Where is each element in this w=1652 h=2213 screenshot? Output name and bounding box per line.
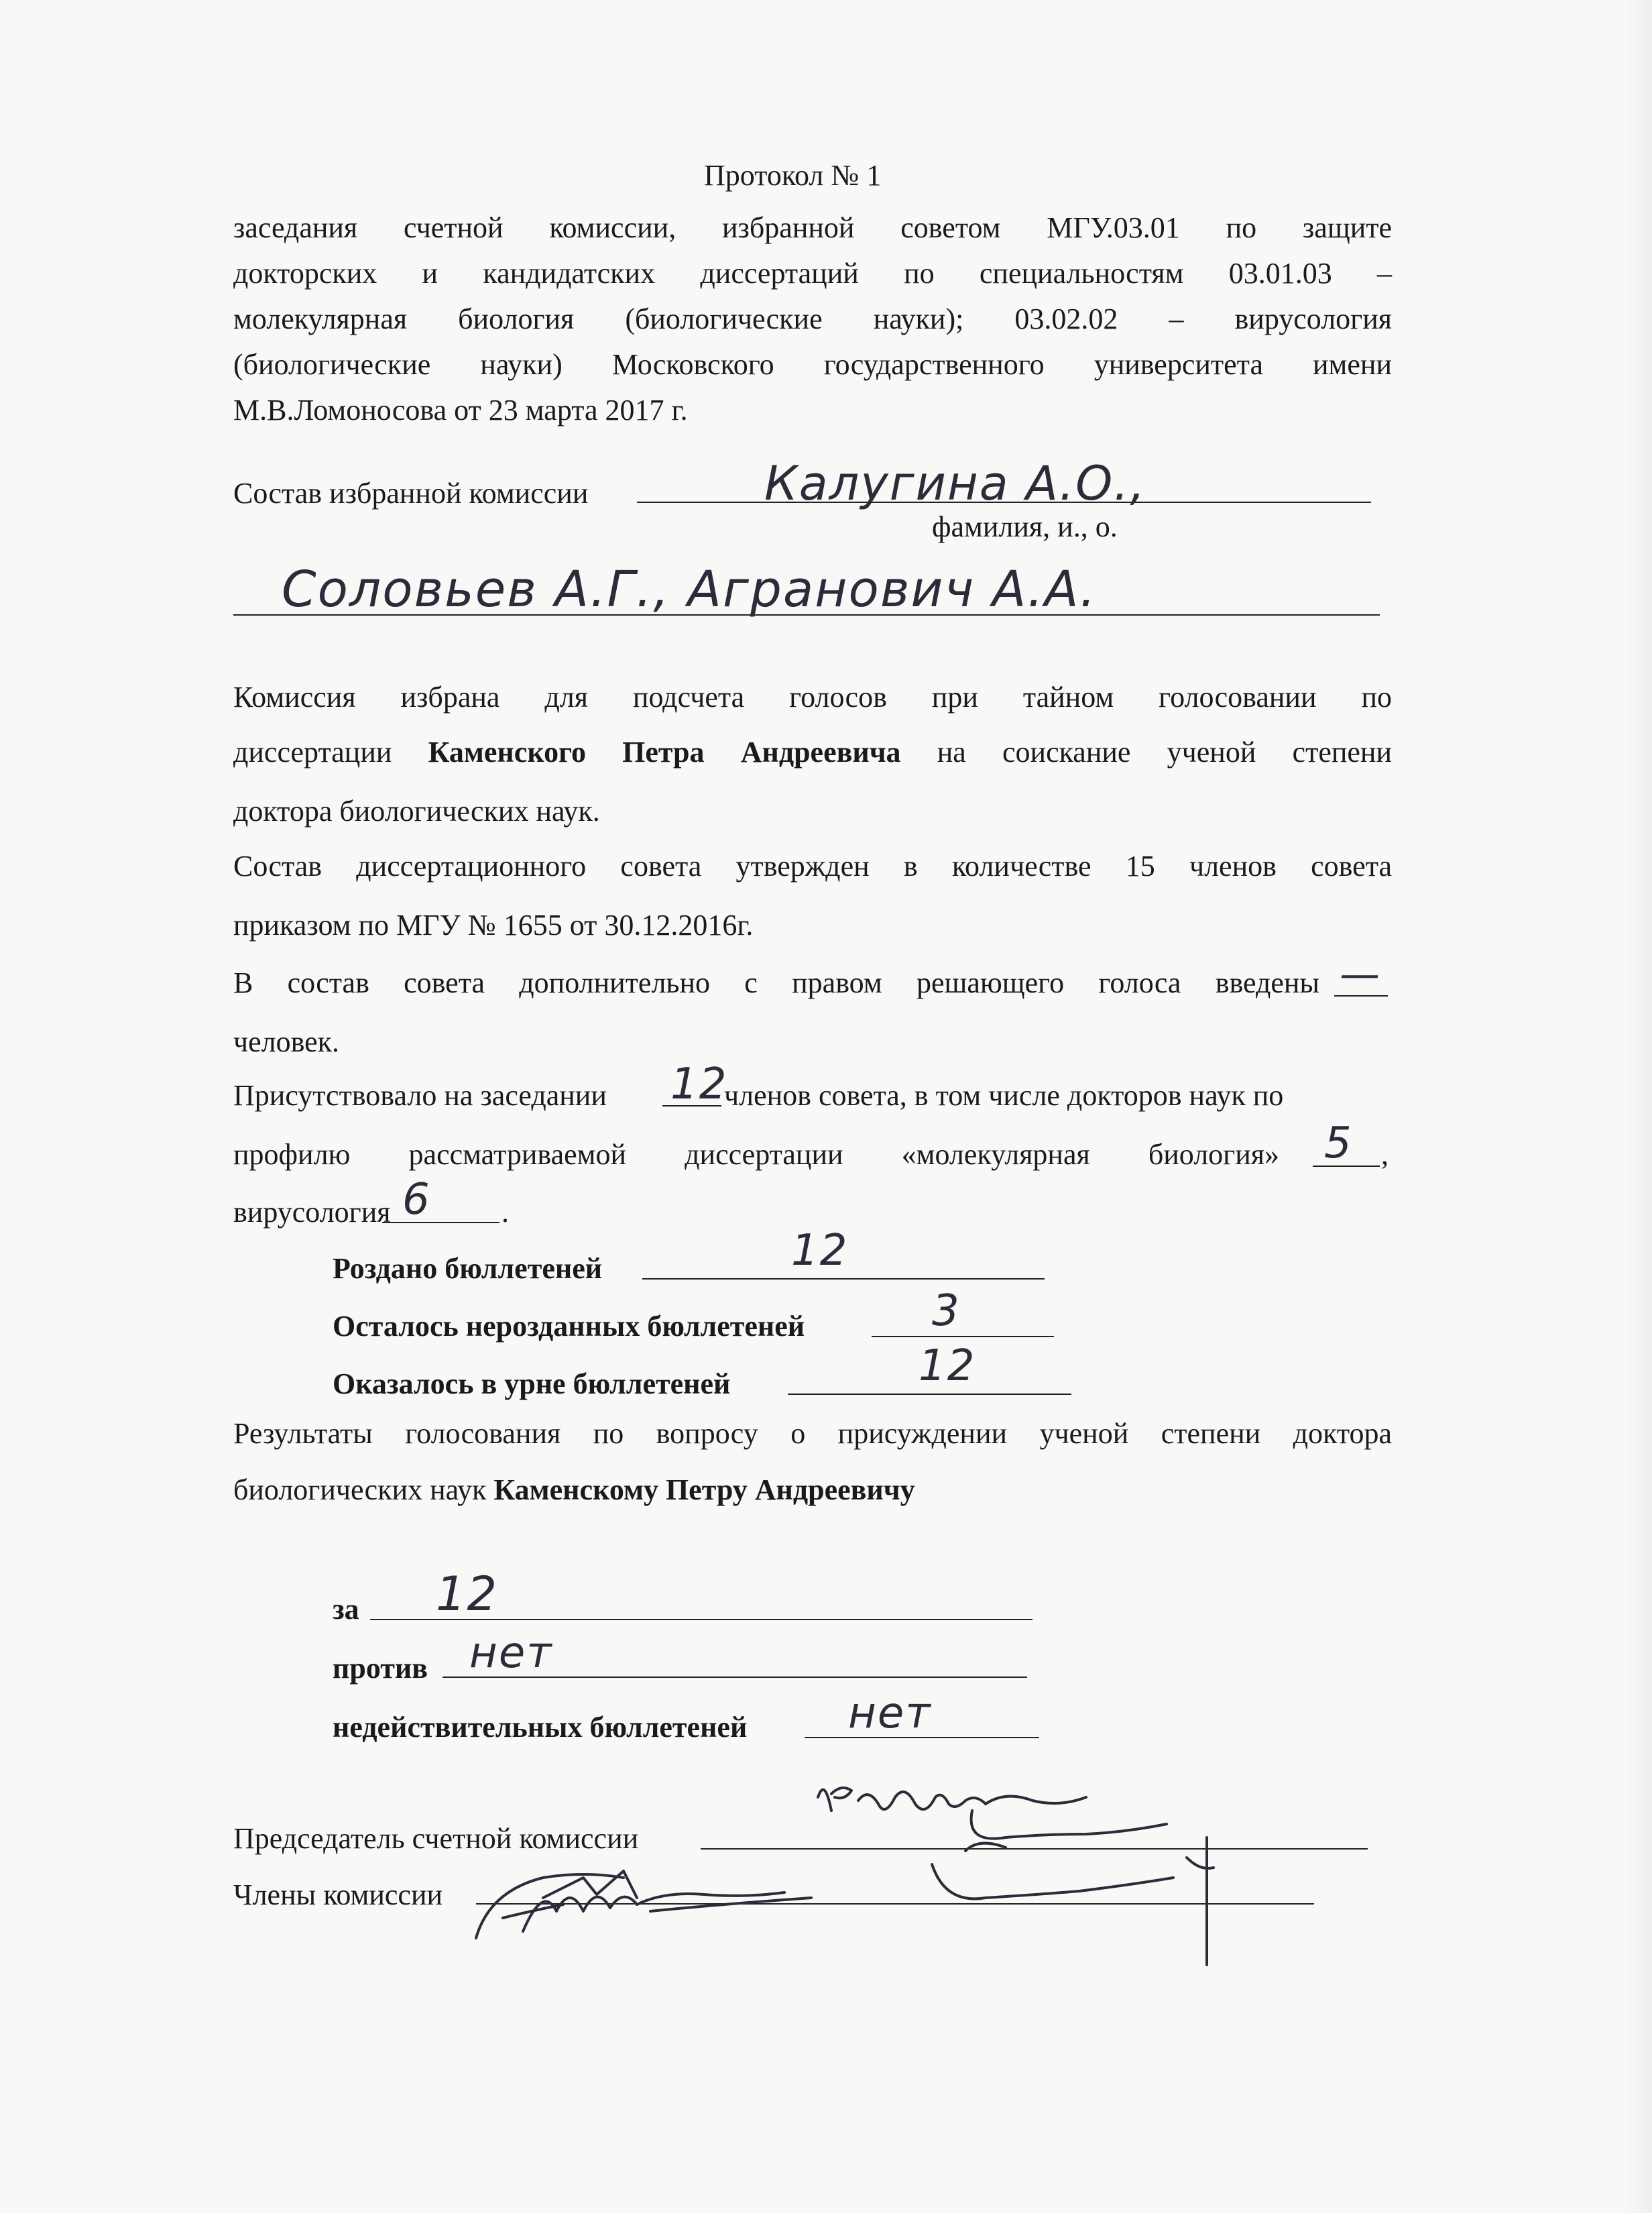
intro-line-3: молекулярная биология (биологические науки); 03.02.02 – вирусология — [233, 302, 1392, 335]
remaining-label: Осталось нерозданных бюллетеней — [333, 1310, 805, 1343]
scan-edge-shadow — [1625, 0, 1652, 2213]
results-candidate-name: Каменскому Петру Андреевичу — [493, 1473, 915, 1506]
council-line-1: Состав диссертационного совета утвержден в количестве 15 членов совета — [233, 850, 1392, 883]
issued-value-handwritten: 12 — [791, 1226, 849, 1275]
viro-count-handwritten: 6 — [402, 1175, 431, 1225]
present-post: членов совета, в том числе докторов наук по — [724, 1079, 1284, 1112]
commission-names-handwritten-2: Соловьев А.Г., Агранович А.А. — [282, 561, 1098, 618]
intro-line-4: (биологические науки) Московского государственного университета имени — [233, 348, 1392, 381]
remaining-value-handwritten: 3 — [932, 1286, 961, 1336]
intro-line-5: М.В.Ломоносова от 23 марта 2017 г. — [233, 394, 688, 427]
intro-line-2: докторских и кандидатских диссертаций по специальностям 03.01.03 – — [233, 257, 1392, 290]
results-line-1: Результаты голосования по вопросу о присуждении ученой степени доктора — [233, 1417, 1392, 1450]
results-line-2-pre: биологических наук — [233, 1473, 487, 1506]
remaining-underline — [872, 1336, 1054, 1337]
present-count-handwritten: 12 — [670, 1060, 728, 1109]
commission-caption: фамилия, и., о. — [932, 510, 1118, 543]
urn-value-handwritten: 12 — [919, 1341, 976, 1391]
present-line-2: профилю рассматриваемой диссертации «молекулярная биология» — [233, 1138, 1279, 1171]
council-line-2: приказом по МГУ № 1655 от 30.12.2016г. — [233, 909, 754, 942]
present-line-2-end: , — [1381, 1138, 1389, 1171]
against-value-handwritten: нет — [469, 1628, 553, 1678]
candidate-name: Каменского Петра Андреевича — [428, 736, 901, 769]
document-title: Протокол № 1 — [704, 159, 882, 192]
present-pre: Присутствовало на заседании — [233, 1079, 607, 1112]
additional-line-1: В состав совета дополнительно с правом решающего голоса введены — [233, 966, 1319, 999]
elected-line-2 — [233, 732, 1392, 773]
elected-line-1: Комиссия избрана для подсчета голосов при тайном голосовании по — [233, 681, 1392, 714]
intro-line-1: заседания счетной комиссии, избранной советом МГУ.03.01 по защите — [233, 211, 1392, 244]
invalid-value-handwritten: нет — [848, 1689, 932, 1738]
commission-names-handwritten-1: Калугина А.О., — [764, 456, 1146, 511]
urn-underline — [788, 1394, 1071, 1395]
commission-label: Состав избранной комиссии — [233, 477, 589, 510]
results-line-2 — [233, 1470, 915, 1510]
additional-line-2: человек. — [233, 1025, 340, 1058]
elected-line-3: доктора биологических наук. — [233, 795, 600, 828]
urn-label: Оказалось в урне бюллетеней — [333, 1367, 731, 1400]
present-line-3-end: . — [501, 1196, 509, 1229]
members-signature — [463, 1831, 1234, 1965]
against-label: против — [333, 1652, 428, 1685]
for-label: за — [333, 1593, 359, 1626]
present-line-3-pre: вирусология — [233, 1196, 391, 1229]
issued-label: Роздано бюллетеней — [333, 1252, 603, 1285]
invalid-label: недействительных бюллетеней — [333, 1711, 748, 1744]
issued-underline — [642, 1278, 1045, 1280]
members-label: Члены комиссии — [233, 1878, 443, 1911]
molbio-count-handwritten: 5 — [1324, 1119, 1353, 1168]
elected-line-2-post: на соискание ученой степени — [937, 736, 1393, 769]
elected-line-2-pre: диссертации — [233, 736, 392, 769]
additional-value-handwritten: — — [1340, 951, 1381, 998]
chair-label: Председатель счетной комиссии — [233, 1822, 639, 1855]
viro-underline — [382, 1222, 499, 1223]
for-value-handwritten: 12 — [436, 1567, 499, 1622]
